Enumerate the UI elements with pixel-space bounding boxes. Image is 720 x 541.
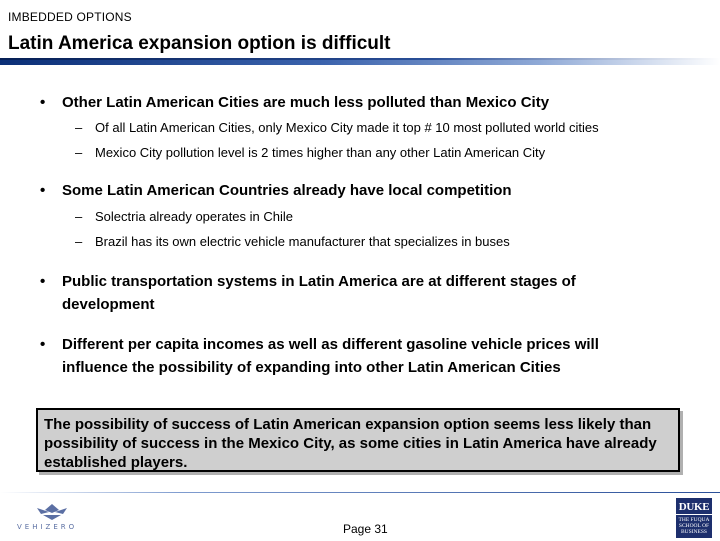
page-number: Page 31 — [343, 522, 388, 536]
section-label: IMBEDDED OPTIONS — [8, 10, 132, 24]
sub-dash: – — [75, 209, 83, 224]
sub-dash: – — [75, 234, 83, 249]
footer-divider — [0, 492, 720, 493]
bullet-text: Different per capita incomes as well as different gasoline vehicle prices will influence the possibility of expanding into other Latin American Cities — [62, 336, 599, 376]
bullet-text: Other Latin American Cities are much less polluted than Mexico City — [62, 94, 550, 111]
slide-title: Latin America expansion option is difficult — [8, 33, 391, 54]
bullet-dot: • — [40, 182, 46, 199]
sub-dash: – — [75, 145, 83, 160]
sub-bullet-text: Mexico City pollution level is 2 times higher than any other Latin American City — [95, 145, 546, 160]
title-divider — [0, 58, 720, 65]
vehizero-logo — [15, 500, 90, 536]
sub-dash: – — [75, 120, 83, 135]
vehizero-wordmark: VEHIZERO — [17, 523, 78, 531]
bullet-dot: • — [40, 273, 46, 290]
duke-logo-subtitle: THE FUQUA SCHOOL OF BUSINESS — [678, 517, 710, 535]
conclusion-box: The possibility of success of Latin American expansion option seems less likely than possibility of success in the Mexico City, as some cities in Latin America have already established players. — [36, 408, 680, 472]
bullet-text: Some Latin American Countries already have local competition — [62, 182, 512, 199]
sub-bullet-text: Brazil has its own electric vehicle manufacturer that specializes in buses — [95, 234, 510, 249]
bullet-dot: • — [40, 336, 46, 353]
sub-bullet-text: Of all Latin American Cities, only Mexico City made it top # 10 most polluted world cities — [95, 120, 599, 135]
bullet-text: Public transportation systems in Latin America are at different stages of development — [62, 273, 576, 313]
sub-bullet-text: Solectria already operates in Chile — [95, 209, 293, 224]
duke-logo — [676, 498, 712, 538]
duke-logo-title: DUKE — [676, 501, 712, 515]
bullet-dot: • — [40, 94, 46, 111]
